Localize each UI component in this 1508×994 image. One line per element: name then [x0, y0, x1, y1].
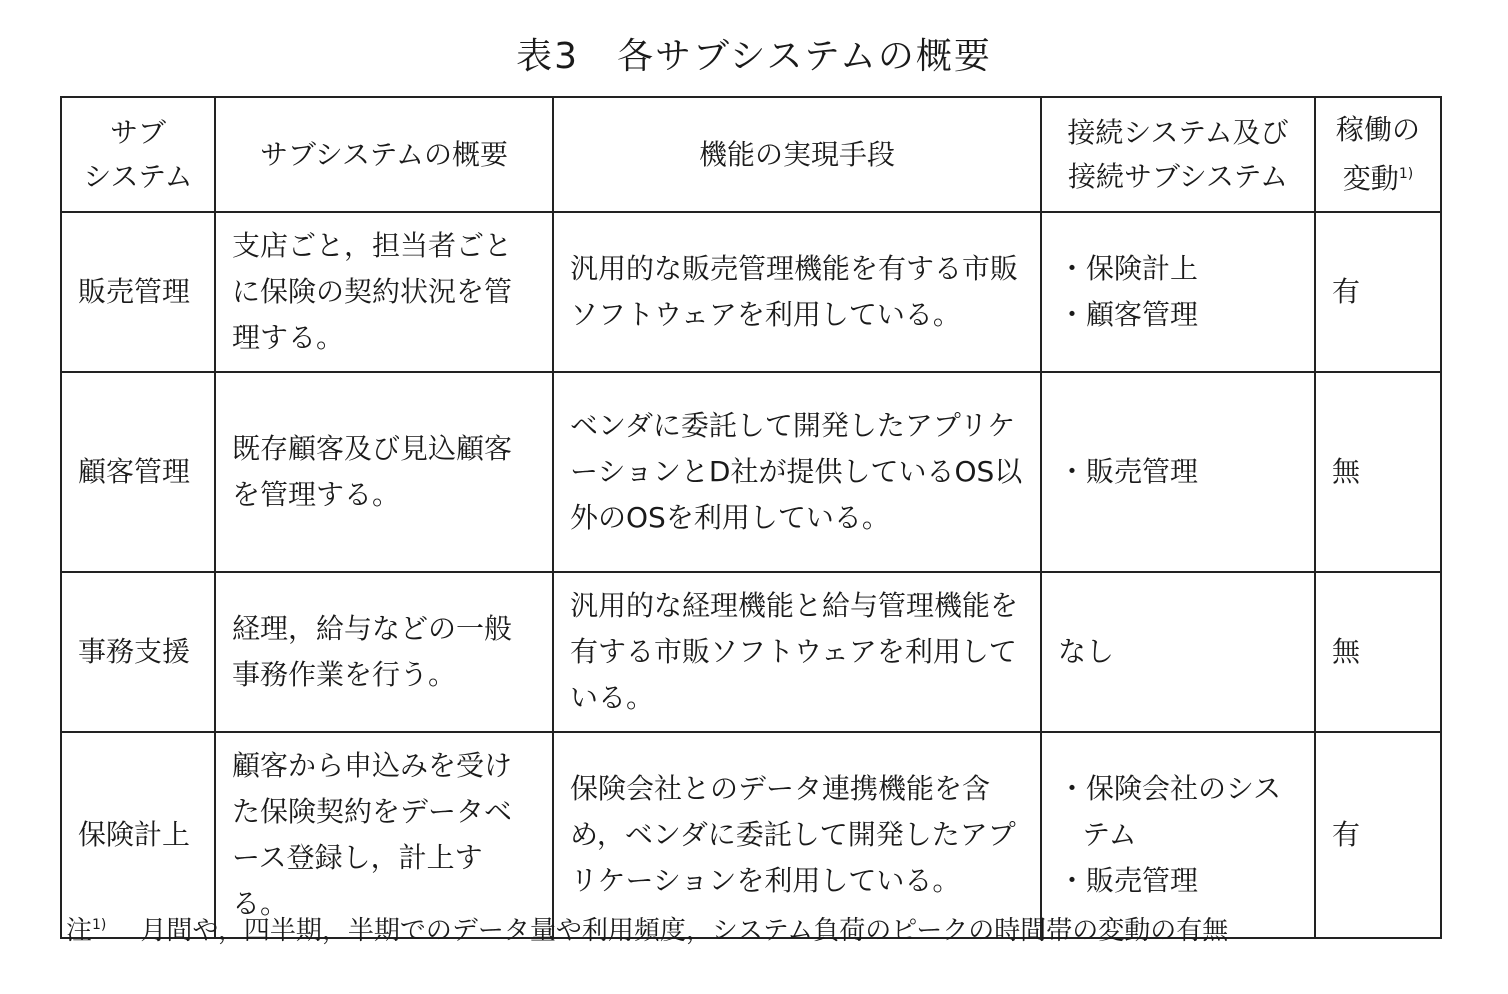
- operation-change: 無: [1315, 572, 1441, 732]
- connection-item: ・ 保険会社のシステム: [1058, 766, 1298, 858]
- table-row: [61, 732, 1441, 938]
- header-connections: 接続システム及び 接続サブシステム: [1041, 97, 1315, 212]
- subsystem-name: 販売管理: [61, 212, 215, 372]
- table-row: [61, 572, 1441, 732]
- table-row: [61, 372, 1441, 572]
- footnote-mark: 注: [66, 916, 93, 946]
- connections: [1041, 212, 1315, 372]
- subsystem-table: [60, 96, 1442, 939]
- connections: なし: [1041, 572, 1315, 732]
- subsystem-summary: 支店ごと，担当者ごとに保険の契約状況を管理する。: [215, 212, 553, 372]
- operation-change: 有: [1315, 732, 1441, 938]
- implementation-means: 汎用的な販売管理機能を有する市販ソフトウェアを利用している。: [553, 212, 1041, 372]
- subsystem-summary: 顧客から申込みを受けた保険契約をデータベース登録し，計上する。: [215, 732, 553, 938]
- subsystem-summary: 経理，給与などの一般事務作業を行う。: [215, 572, 553, 732]
- implementation-means: 汎用的な経理機能と給与管理機能を有する市販ソフトウェアを利用している。: [553, 572, 1041, 732]
- header-means: 機能の実現手段: [553, 97, 1041, 212]
- header-summary: サブシステムの概要: [215, 97, 553, 212]
- connections: [1041, 372, 1315, 572]
- footnote-text: 月間や，四半期，半期でのデータ量や利用頻度，システム負荷のピークの時間帯の変動の有無: [140, 916, 1229, 946]
- implementation-means: 保険会社とのデータ連携機能を含め，ベンダに委託して開発したアプリケーションを利用している。: [553, 732, 1041, 938]
- table-row: [61, 212, 1441, 372]
- header-operation-change: 稼働の 変動$^{1)}$: [1315, 97, 1441, 212]
- operation-change: 無: [1315, 372, 1441, 572]
- subsystem-name: 顧客管理: [61, 372, 215, 572]
- implementation-means: ベンダに委託して開発したアプリケーションとD社が提供しているOS以外のOSを利用している。: [553, 372, 1041, 572]
- table-title: 表3 各サブシステムの概要: [516, 36, 992, 77]
- subsystem-summary: 既存顧客及び見込顧客を管理する。: [215, 372, 553, 572]
- subsystem-name: 事務支援: [61, 572, 215, 732]
- connections: [1041, 732, 1315, 938]
- connection-item: ・ 保険計上: [1058, 246, 1298, 292]
- header-row: [61, 97, 1441, 212]
- operation-change: 有: [1315, 212, 1441, 372]
- subsystem-name: 保険計上: [61, 732, 215, 938]
- footnote: [66, 910, 1228, 947]
- connection-item: ・ 顧客管理: [1058, 292, 1298, 338]
- connection-item: ・ 販売管理: [1058, 449, 1298, 495]
- header-subsystem: サブ システム: [61, 97, 215, 212]
- footnote-sup: 1): [92, 917, 107, 933]
- connection-item: ・ 販売管理: [1058, 858, 1298, 904]
